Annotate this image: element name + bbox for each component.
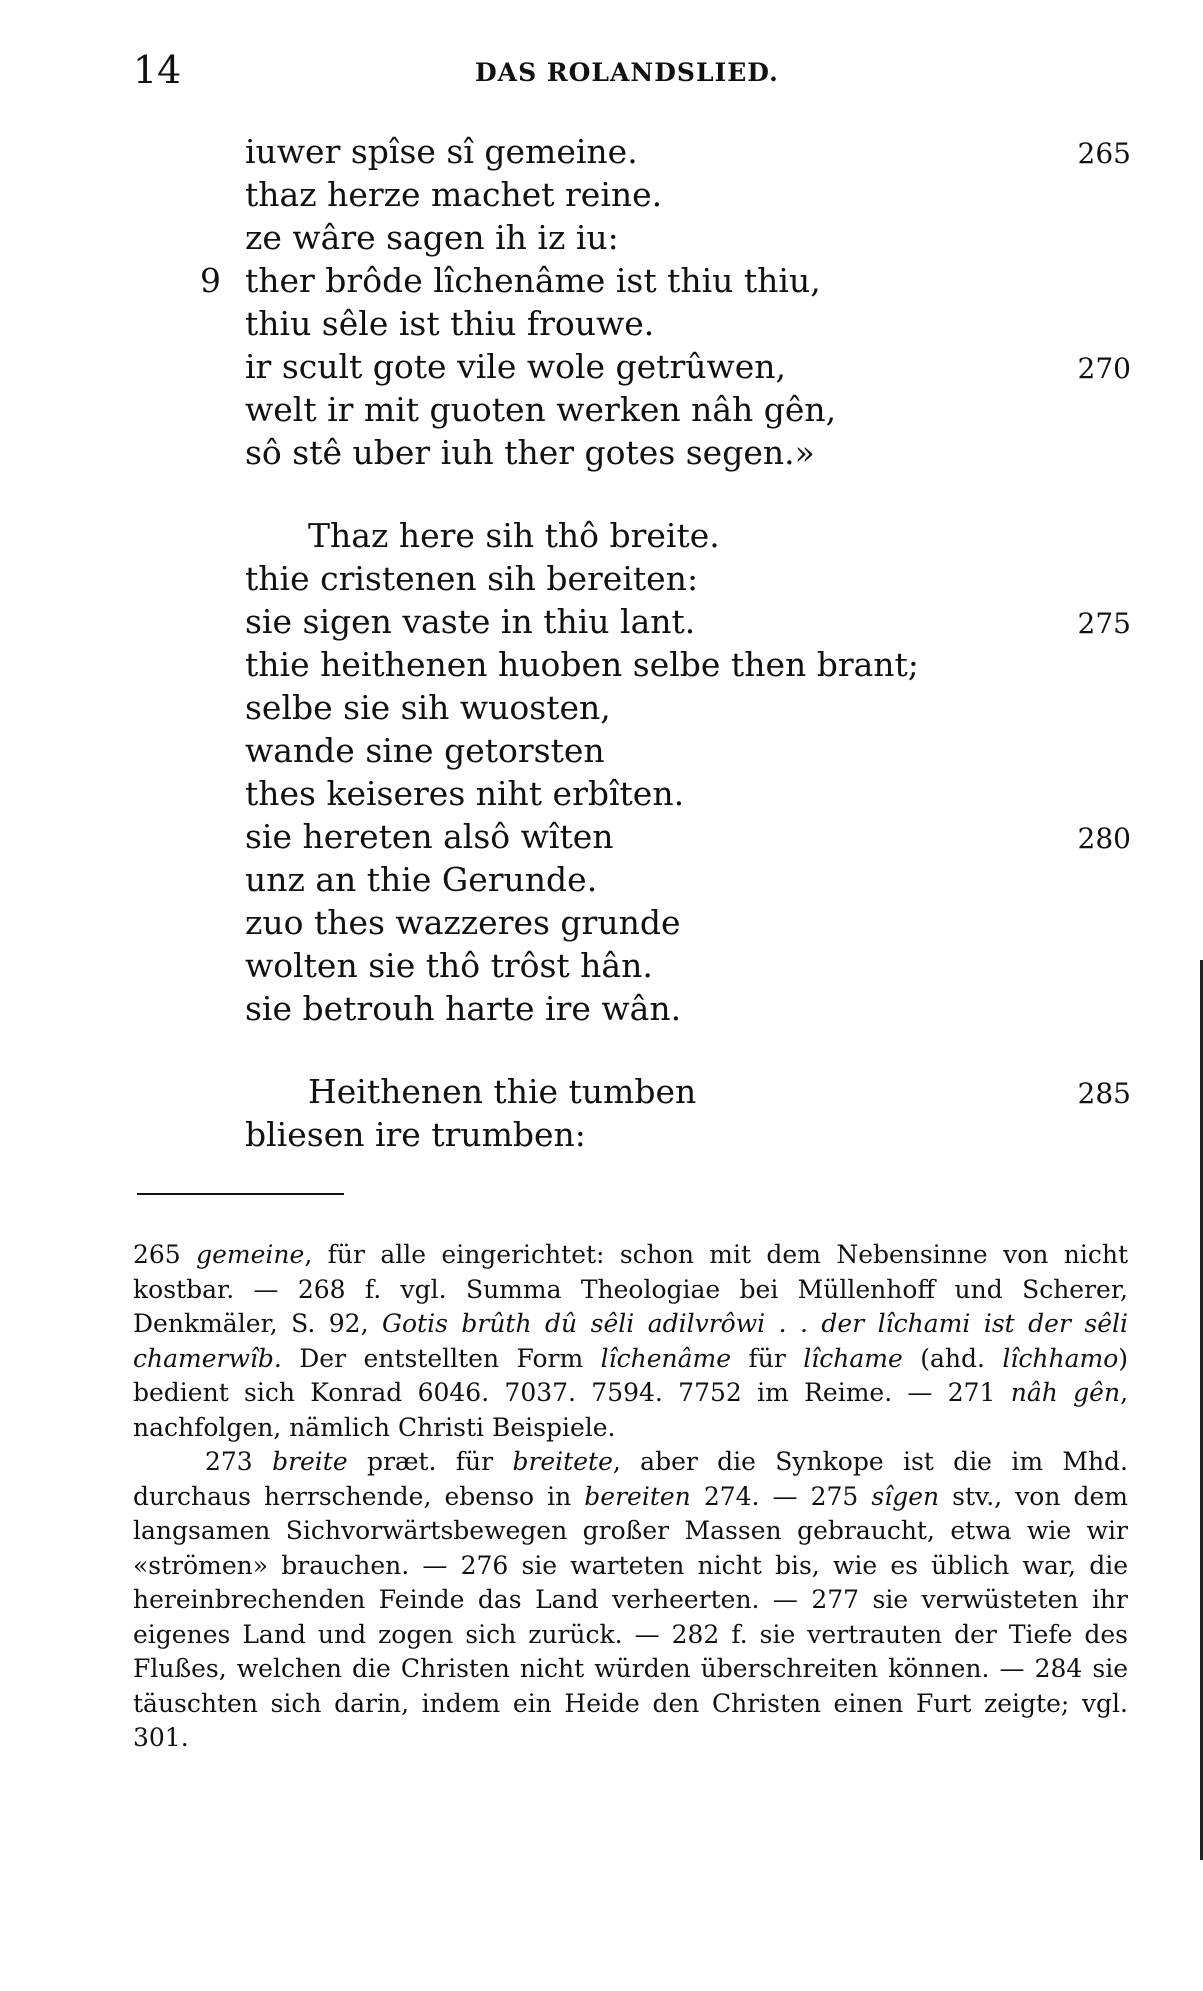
verse-line — [0, 514, 1203, 557]
line-number: 285 — [1077, 1077, 1131, 1110]
verse-line — [0, 557, 1203, 600]
verse-line — [0, 815, 1203, 858]
line-number: 270 — [1077, 352, 1131, 385]
verse-line — [0, 1113, 1203, 1156]
verse-text: bliesen ire trumben: — [245, 1115, 586, 1154]
verse-text: iuwer spîse sî gemeine. — [245, 132, 638, 171]
verse-line — [0, 130, 1203, 173]
verse-text: ir scult gote vile wole getrûwen, — [245, 347, 786, 386]
note-italic: nâh gên — [1010, 1378, 1121, 1407]
note-text: præt. für — [347, 1447, 513, 1476]
verse-text: selbe sie sih wuosten, — [245, 688, 611, 727]
verse-text: thaz herze machet reine. — [245, 175, 663, 214]
footnote-paragraph-2 — [133, 1445, 1128, 1756]
note-text: , aber die Synkope ist die im Mhd. durchaus herrschende, ebenso in — [133, 1447, 1129, 1511]
verse-line — [0, 431, 1203, 474]
verse-text: Heithenen thie tumben — [308, 1072, 697, 1111]
verse-text: ther brôde lîchenâme ist thiu thiu, — [245, 261, 821, 300]
verse-line — [0, 686, 1203, 729]
verse-text: thie heithenen huoben selbe then brant; — [245, 645, 919, 684]
note-text: 273 — [205, 1447, 273, 1476]
verse-text: sô stê uber iuh ther gotes segen.» — [245, 433, 815, 472]
verse-line — [0, 772, 1203, 815]
line-number: 280 — [1077, 822, 1131, 855]
verse-line — [0, 345, 1203, 388]
note-text: Der entstellten Form — [281, 1343, 601, 1373]
verse-line — [0, 600, 1203, 643]
note-text: , für alle eingerichtet: schon mit dem Nebensinne von nicht kostbar. — 268 f. vgl. Summa Theologiae bei Müllenhoff und Scherer, Denkmäler, S. 92, — [133, 1240, 1128, 1338]
note-italic: gemeine — [196, 1240, 305, 1269]
verse-text: unz an thie Gerunde. — [245, 860, 598, 899]
verse-text: zuo thes wazzeres grunde — [245, 903, 681, 942]
verse-line — [0, 944, 1203, 987]
note-text: , nachfolgen, nämlich Christi Beispiele. — [133, 1378, 1129, 1442]
verse-line — [0, 216, 1203, 259]
verse-line — [0, 1070, 1203, 1113]
verse-line — [0, 729, 1203, 772]
verse-text: sie hereten alsô wîten — [245, 817, 614, 856]
footnote-rule — [137, 1193, 344, 1195]
verse-line — [0, 259, 1203, 302]
verse-line — [0, 388, 1203, 431]
note-italic: breite — [272, 1447, 348, 1476]
verse-line — [0, 858, 1203, 901]
verse-text: ze wâre sagen ih iz iu: — [245, 218, 619, 257]
footnote-paragraph-1 — [133, 1238, 1128, 1445]
verse-text: sie betrouh harte ire wân. — [245, 989, 682, 1028]
section-number: 9 — [200, 261, 221, 300]
verse-text: thes keiseres niht erbîten. — [245, 774, 685, 813]
verse-line — [0, 987, 1203, 1030]
verse-text: thie cristenen sih bereiten: — [245, 559, 699, 598]
verse-text: thiu sêle ist thiu frouwe. — [245, 304, 655, 343]
verse-block — [0, 130, 1203, 1156]
verse-line — [0, 173, 1203, 216]
note-text: ) bedient sich Konrad 6046. 7037. 7594. 7752 im Reime. — 271 — [133, 1343, 1129, 1407]
verse-line — [0, 643, 1203, 686]
note-italic: bereiten — [584, 1481, 691, 1511]
running-head: DAS ROLANDSLIED. — [475, 58, 779, 87]
line-number: 265 — [1077, 137, 1131, 170]
note-text: stv., von dem langsamen Sichvorwärtsbewegen großer Massen gebraucht, etwa wie wir «strömen» brauchen. — 276 sie warteten nicht bis, wie es üblich war, die hereinbrechenden Feinde das Land verheerten. — 277 sie verwüsteten ihr eigenes Land und zogen sich zurück. — 282 f. sie vertrauten der Tiefe des Flußes, welchen die Christen nicht würden überschreiten können. — 284 sie täuschten sich darin, indem ein Heide den Christen einen Furt zeigte; vgl. 301. — [133, 1481, 1129, 1752]
note-text: (ahd. — [902, 1343, 1003, 1373]
page-header — [0, 48, 1203, 98]
note-italic: lîchame — [803, 1343, 903, 1373]
footnotes — [133, 1238, 1128, 1756]
verse-text: sie sigen vaste in thiu lant. — [245, 602, 696, 641]
note-italic: Gotis brûth dû sêli adilvrôwi . . der lîchami ist der sêli chamerwîb. — [133, 1309, 1128, 1373]
note-text: 274. — 275 — [690, 1481, 872, 1511]
line-number: 275 — [1077, 607, 1131, 640]
note-italic: lîchenâme — [600, 1343, 732, 1373]
note-text: für — [731, 1343, 804, 1373]
verse-line — [0, 302, 1203, 345]
note-italic: sîgen — [871, 1481, 940, 1511]
verse-text: wande sine getorsten — [245, 731, 605, 770]
verse-text: Thaz here sih thô breite. — [308, 516, 720, 555]
note-italic: breitete — [512, 1447, 613, 1476]
verse-line — [0, 901, 1203, 944]
note-text: 265 — [133, 1240, 197, 1269]
verse-text: welt ir mit guoten werken nâh gên, — [245, 390, 837, 429]
verse-text: wolten sie thô trôst hân. — [245, 946, 653, 985]
page-number: 14 — [133, 48, 182, 92]
note-italic: lîchhamo — [1002, 1343, 1119, 1373]
